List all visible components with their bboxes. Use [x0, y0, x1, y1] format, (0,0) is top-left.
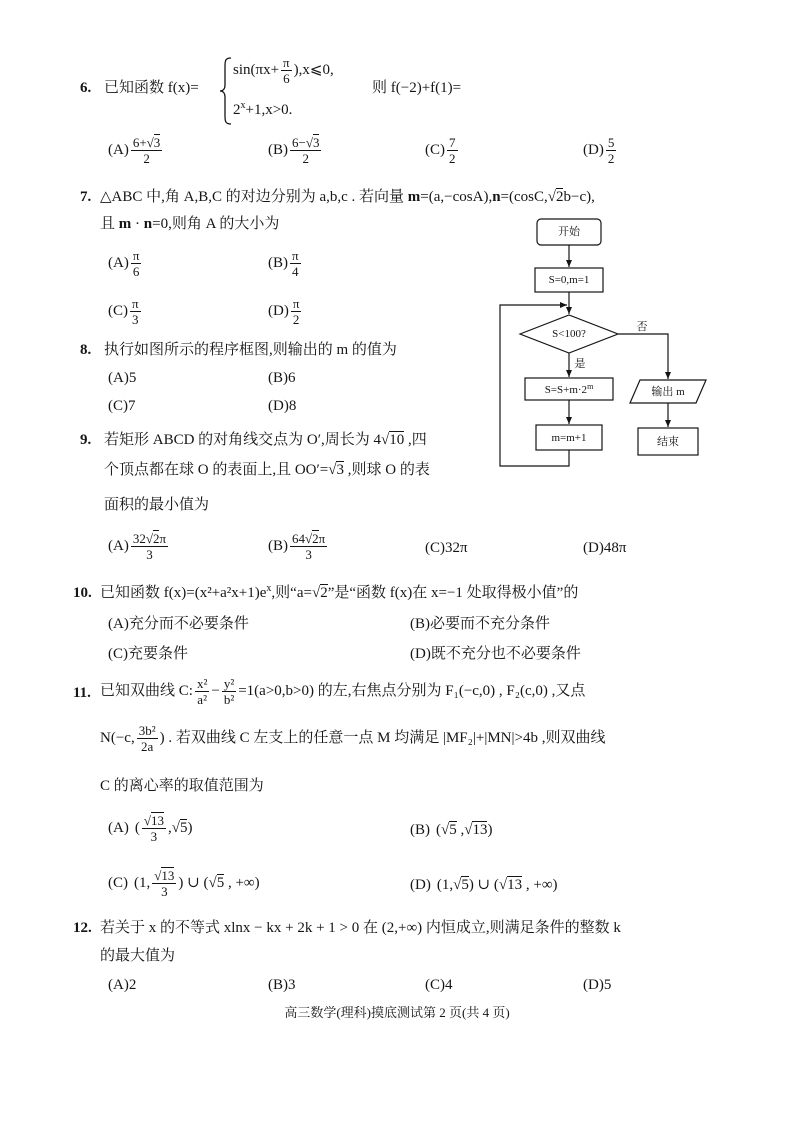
numerator: 6−√3 — [292, 135, 320, 150]
fraction — [281, 55, 292, 86]
denominator: 2 — [607, 151, 615, 166]
q10-function: 已知函数 f(x)=(x²+a²x+1)e — [100, 585, 267, 601]
option-label: (B) — [268, 254, 288, 271]
q11-line1 — [100, 676, 585, 707]
vector-m: m — [407, 189, 421, 205]
denominator: 2a — [141, 739, 154, 754]
q11-option-b — [410, 820, 492, 840]
option-text: ( — [134, 819, 140, 836]
fraction — [606, 135, 617, 166]
option-text: ,√5) — [167, 819, 193, 836]
vector-n: n — [143, 216, 153, 232]
q7-option-b — [268, 248, 303, 279]
q12-number: 12. — [73, 920, 92, 936]
denominator: 3 — [161, 884, 168, 899]
fraction — [290, 135, 321, 166]
q7-text: =0,则角 A 的大小为 — [152, 216, 280, 232]
option-label: (A) — [108, 141, 129, 158]
denominator: 2 — [302, 151, 309, 166]
numerator: π — [292, 248, 299, 263]
denominator: b² — [223, 692, 235, 707]
piecewise-brace — [219, 57, 233, 125]
q11-line2 — [100, 723, 605, 754]
numerator: π — [132, 296, 139, 311]
q9-line1: 若矩形 ABCD 的对角线交点为 O′,周长为 4√10 ,四 — [104, 432, 427, 448]
fraction — [137, 723, 158, 754]
arrow-no-branch — [618, 334, 668, 379]
fraction — [222, 676, 236, 707]
denominator: 2 — [449, 151, 456, 166]
option-label: (C) — [108, 302, 128, 319]
q10-statement: ,则“a=√2”是“函数 f(x)在 x=−1 处取得极小值”的 — [271, 585, 579, 601]
denominator: 6 — [283, 71, 290, 86]
q6-option-a — [108, 135, 164, 166]
q7-number: 7. — [80, 189, 92, 205]
q12-line1: 若关于 x 的不等式 xlnx − kx + 2k + 1 > 0 在 (2,+∞) 内恒成立,则满足条件的整数 k — [100, 920, 621, 936]
fraction — [130, 296, 141, 327]
fraction — [290, 248, 301, 279]
q12-option-d: (D)5 — [583, 977, 612, 993]
q9-option-c: (C)32π — [425, 540, 468, 556]
fraction — [291, 296, 302, 327]
flow-no-label: 否 — [636, 321, 648, 333]
q7-vector-m-value: =(a,−cosA), — [420, 189, 493, 205]
q10-option-c: (C)充要条件 — [108, 646, 188, 662]
q6-case1-expr: sin(πx+ — [233, 61, 280, 78]
q6-case2-condition: +1,x>0. — [245, 102, 293, 118]
numerator: √13 — [143, 813, 164, 828]
flow-init-label: S=0,m=1 — [548, 274, 590, 286]
option-label: (A) — [108, 537, 129, 554]
q11-number: 11. — [73, 685, 91, 701]
q11-text: ) . 若双曲线 C 左支上的任意一点 M 均满足 |MF₂|+|MN|>4b ,则双曲线 — [159, 729, 606, 746]
q7-text: 且 — [100, 216, 119, 232]
q7-vector-n-value: =(cosC,√2b−c), — [500, 189, 595, 205]
flow-update-label — [545, 382, 594, 396]
q8-option-b: (B)6 — [268, 370, 296, 386]
numerator: 7 — [449, 135, 456, 150]
denominator: a² — [197, 692, 207, 707]
fraction — [152, 868, 176, 899]
q11-option-c — [108, 868, 260, 899]
numerator: π — [132, 248, 140, 263]
q7-text: △ABC 中,角 A,B,C 的对边分别为 a,b,c . 若向量 — [100, 189, 408, 205]
q11-option-a — [108, 813, 192, 844]
option-text: (1,√5) ∪ (√13 , +∞) — [436, 877, 558, 893]
q11-text: 已知双曲线 C: — [100, 682, 193, 699]
page-footer: 高三数学(理科)摸底测试第 2 页(共 4 页) — [284, 1005, 510, 1020]
vector-n: n — [492, 189, 501, 205]
q6-number: 6. — [80, 80, 92, 96]
fraction — [195, 676, 209, 707]
q9-option-d: (D)48π — [583, 540, 627, 556]
dot-operator: · — [131, 216, 144, 232]
flow-update-expr: S=S+m·2 — [544, 384, 588, 396]
q6-case2 — [233, 100, 292, 120]
q12-option-a: (A)2 — [108, 977, 137, 993]
numerator: √13 — [154, 868, 175, 883]
fraction — [131, 248, 142, 279]
numerator: y² — [223, 676, 235, 691]
q9-option-b — [268, 531, 329, 562]
fraction — [131, 531, 168, 562]
q11-text: N(−c, — [100, 729, 135, 746]
fraction — [131, 135, 162, 166]
q6-tail: 则 f(−2)+f(1)= — [372, 80, 462, 96]
option-label: (C) — [108, 874, 128, 891]
q7-option-c — [108, 296, 143, 327]
denominator: 3 — [146, 547, 153, 562]
q7-line1 — [100, 187, 595, 207]
option-label: (D) — [268, 302, 289, 319]
q6-option-c — [425, 135, 460, 166]
flow-update-exponent: m — [587, 382, 594, 391]
q11-text: =1(a>0,b>0) 的左,右焦点分别为 F₁(−c,0) , F₂(c,0) ,又点 — [238, 682, 586, 699]
q11-option-d — [410, 875, 558, 895]
q12-option-c: (C)4 — [425, 977, 453, 993]
flow-output-label: 输出 m — [651, 386, 685, 398]
vector-m: m — [118, 216, 132, 232]
q12-line2: 的最大值为 — [100, 948, 176, 964]
option-label: (B) — [268, 141, 288, 158]
q8-text: 执行如图所示的程序框图,则输出的 m 的值为 — [104, 342, 397, 358]
option-label: (A) — [108, 819, 129, 836]
denominator: 4 — [292, 264, 299, 279]
q10-option-a: (A)充分而不必要条件 — [108, 616, 249, 632]
flow-yes-label: 是 — [574, 358, 586, 370]
q7-option-a — [108, 248, 143, 279]
option-label: (B) — [268, 537, 288, 554]
q8-option-a: (A)5 — [108, 370, 137, 386]
q9-number: 9. — [80, 432, 92, 448]
option-label: (D) — [583, 141, 604, 158]
q10-exponent: x — [266, 583, 272, 594]
q10-text — [100, 583, 578, 603]
numerator: 32√2π — [132, 531, 167, 546]
minus-operator: − — [211, 682, 220, 699]
q8-option-c: (C)7 — [108, 398, 136, 414]
option-label: (C) — [425, 141, 445, 158]
option-label: (D) — [410, 877, 431, 893]
q6-case1-condition: ),x⩽0, — [293, 61, 334, 78]
fraction — [447, 135, 458, 166]
denominator: 2 — [143, 151, 150, 166]
q6-case2-base: 2 — [233, 102, 241, 118]
option-text: (√5 ,√13) — [436, 822, 493, 838]
denominator: 6 — [132, 264, 140, 279]
numerator: π — [292, 296, 300, 311]
numerator: x² — [196, 676, 208, 691]
q12-option-b: (B)3 — [268, 977, 296, 993]
numerator: 64√2π — [292, 531, 326, 546]
denominator: 3 — [150, 829, 158, 844]
q8-option-d: (D)8 — [268, 398, 297, 414]
flow-start-label: 开始 — [558, 226, 580, 238]
option-text: (1, — [134, 874, 151, 891]
q11-line3: C 的离心率的取值范围为 — [100, 778, 264, 794]
q6-case1 — [233, 55, 334, 86]
q10-option-d: (D)既不充分也不必要条件 — [410, 646, 581, 662]
q9-line2: 个顶点都在球 O 的表面上,且 OO′=√3 ,则球 O 的表 — [104, 462, 430, 478]
q10-number: 10. — [73, 585, 92, 601]
q7-option-d — [268, 296, 303, 327]
option-text: ) ∪ (√5 , +∞) — [178, 874, 260, 891]
q9-option-a — [108, 531, 170, 562]
q6-lead: 已知函数 f(x)= — [104, 80, 199, 96]
q6-option-d — [583, 135, 618, 166]
q8-number: 8. — [80, 342, 92, 358]
q6-case2-exponent: x — [240, 100, 246, 111]
option-label: (B) — [410, 822, 430, 838]
denominator: 3 — [305, 547, 312, 562]
fraction — [142, 813, 166, 844]
numerator: 5 — [607, 135, 615, 150]
flow-condition-label: S<100? — [552, 328, 586, 340]
q6-option-b — [268, 135, 323, 166]
numerator: π — [283, 55, 290, 70]
flow-increment-label: m=m+1 — [551, 432, 587, 444]
q9-line3: 面积的最小值为 — [104, 497, 210, 513]
numerator: 3b² — [138, 723, 156, 738]
denominator: 2 — [292, 312, 300, 327]
program-flowchart — [490, 210, 720, 475]
fraction — [290, 531, 327, 562]
q7-line2 — [100, 214, 279, 234]
denominator: 3 — [132, 312, 139, 327]
q10-option-b: (B)必要而不充分条件 — [410, 616, 550, 632]
flow-end-label: 结束 — [657, 436, 679, 448]
option-label: (A) — [108, 254, 129, 271]
numerator: 6+√3 — [132, 135, 161, 150]
